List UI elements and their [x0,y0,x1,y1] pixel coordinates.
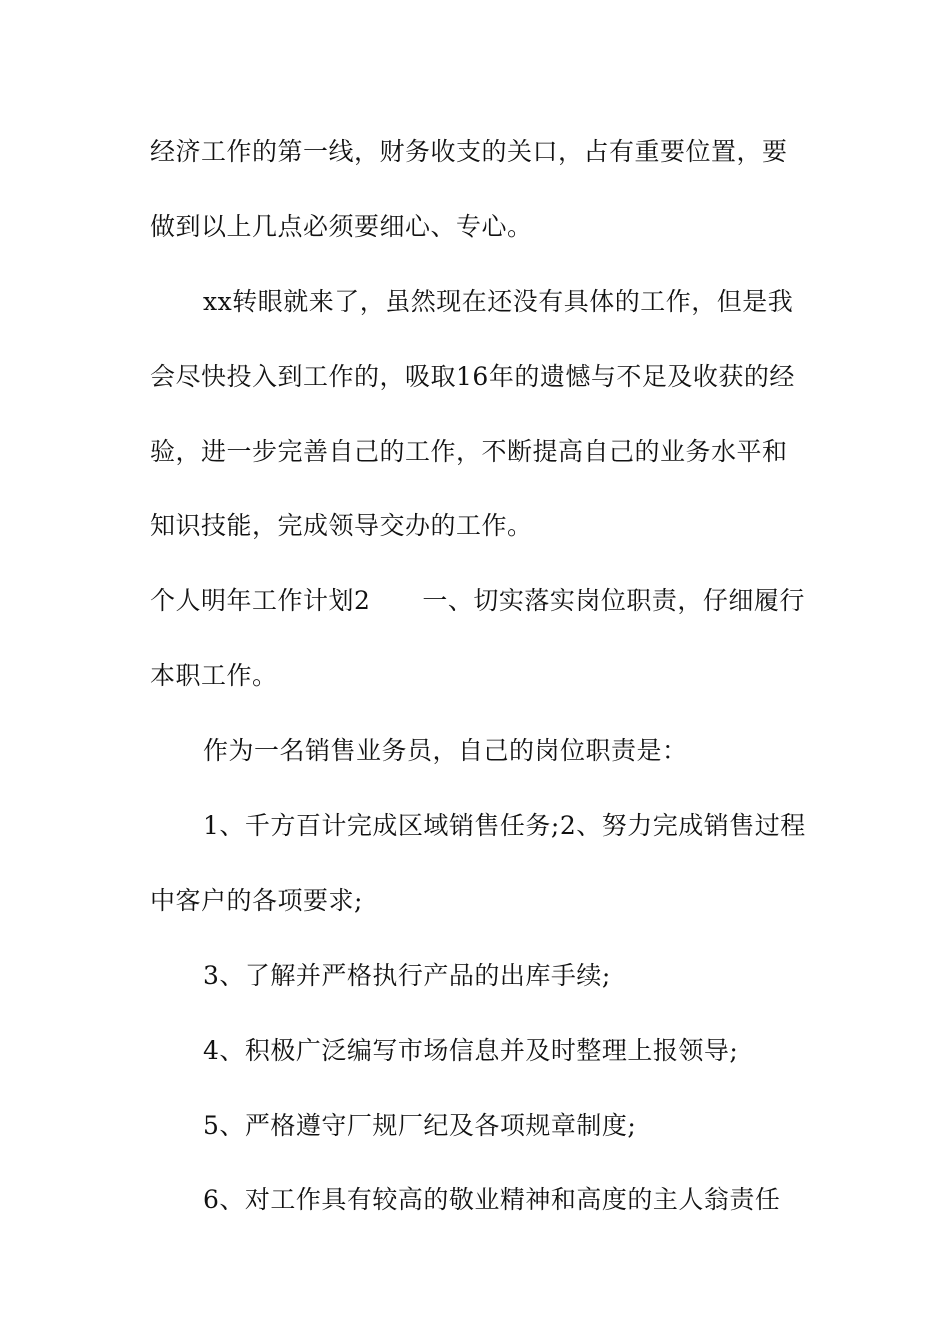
text-line: 会尽快投入到工作的，吸取16年的遗憾与不足及收获的经 [150,362,795,391]
text-line: 中客户的各项要求; [150,886,363,915]
paragraph-line: xx转眼就来了，虽然现在还没有具体的工作，但是我 [203,287,794,316]
list-item: 1、千方百计完成区域销售任务;2、努力完成销售过程 [203,811,806,840]
list-item: 5、严格遵守厂规厂纪及各项规章制度; [203,1111,637,1140]
list-item: 4、积极广泛编写市场信息并及时整理上报领导; [203,1036,739,1065]
text-line: 经济工作的第一线，财务收支的关口，占有重要位置，要 [150,137,788,166]
section-point: 一、切实落实岗位职责，仔细履行 [422,586,805,615]
text-line: 知识技能，完成领导交办的工作。 [150,511,533,540]
text-line: 做到以上几点必须要细心、专心。 [150,212,533,241]
section-title: 个人明年工作计划2 [150,586,371,615]
text-line: 验，进一步完善自己的工作，不断提高自己的业务水平和 [150,437,788,466]
text-line: 本职工作。 [150,661,278,690]
list-item: 6、对工作具有较高的敬业精神和高度的主人翁责任 [203,1185,781,1214]
list-item: 3、了解并严格执行产品的出库手续; [203,961,611,990]
paragraph-line: 作为一名销售业务员，自己的岗位职责是： [203,736,688,765]
plan-heading-line [150,585,830,617]
